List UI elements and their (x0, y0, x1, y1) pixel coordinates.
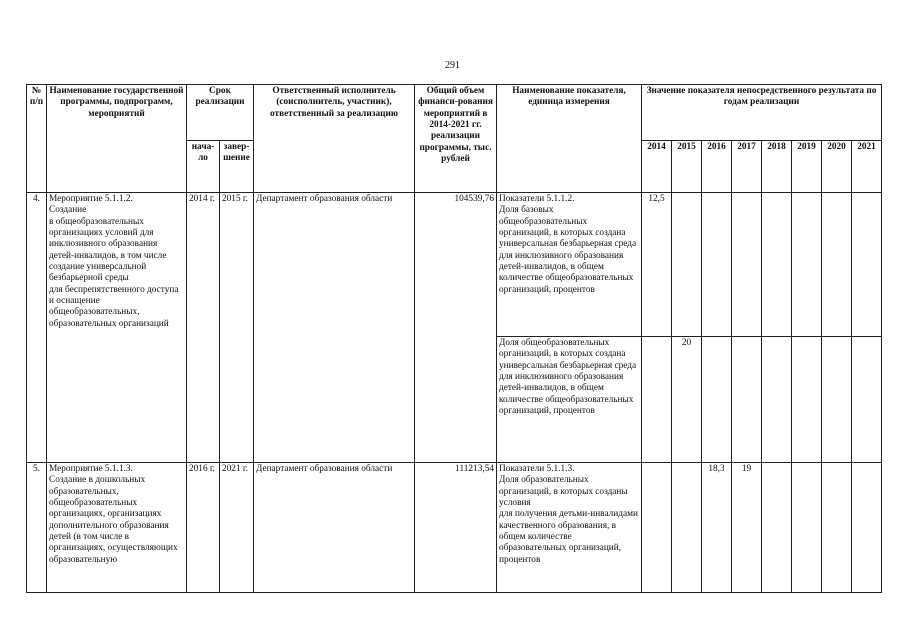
row-value-2018 (762, 463, 792, 593)
header-year-2014: 2014 (642, 141, 672, 193)
header-year-2020: 2020 (822, 141, 852, 193)
program-table (26, 84, 882, 593)
row-name: Мероприятие 5.1.1.3. Создание в дошкольных образовательных, общеобразовательных организациях, организациях дополнительного образования детей (в том числе в организациях, осуществляющих образовательную (47, 463, 187, 593)
header-year-2018: 2018 (762, 141, 792, 193)
row-value-2016: 18,3 (702, 463, 732, 593)
row-value-2014 (642, 463, 672, 593)
header-year-2016: 2016 (702, 141, 732, 193)
row-indicator: Показатели 5.1.1.2. Доля базовых общеобразовательных организаций, в которых создана универсальная безбарьерная среда для инклюзивного образования детей-инвалидов, в общем количестве общеобразовательных организаций, процентов (497, 193, 642, 337)
header-period: Срок реализации (187, 85, 254, 141)
header-total: Общий объем финанси-рования мероприятий в 2014-2021 гг. реализации программы, тыс. рублей (415, 85, 497, 193)
row-value-2014 (642, 337, 672, 463)
row-value-2018 (762, 337, 792, 463)
row-value-2019 (792, 337, 822, 463)
row-value-2021 (852, 337, 882, 463)
header-year-2019: 2019 (792, 141, 822, 193)
row-value-2014: 12,5 (642, 193, 672, 337)
header-indicator: Наименование показателя, единица измерения (497, 85, 642, 193)
header-year-2015: 2015 (672, 141, 702, 193)
header-name: Наименование государственной программы, подпрограмм, мероприятий (47, 85, 187, 193)
header-year-2021: 2021 (852, 141, 882, 193)
header-executor: Ответственный исполнитель (соисполнитель, участник), ответственный за реализацию (254, 85, 415, 193)
row-end: 2015 г. (220, 193, 254, 463)
header-year-2017: 2017 (732, 141, 762, 193)
row-indicator: Показатели 5.1.1.3. Доля образовательных организаций, в которых созданы условия для получения детьми-инвалидами качественного образования, в общем количестве образовательных организаций, процентов (497, 463, 642, 593)
row-value-2020 (822, 463, 852, 593)
table-row (27, 193, 882, 337)
row-value-2020 (822, 337, 852, 463)
row-start: 2014 г. (187, 193, 220, 463)
header-num: № п/п (27, 85, 47, 193)
row-value-2021 (852, 463, 882, 593)
row-value-2019 (792, 463, 822, 593)
row-value-2017 (732, 193, 762, 337)
page-number: 291 (445, 60, 460, 71)
row-total: 111213,54 (415, 463, 497, 593)
row-value-2017: 19 (732, 463, 762, 593)
header-start: нача-ло (187, 141, 220, 193)
row-value-2018 (762, 193, 792, 337)
header-values: Значение показателя непосредственного результата по годам реализации (642, 85, 882, 141)
row-value-2017 (732, 337, 762, 463)
row-num: 4. (27, 193, 47, 463)
row-executor: Департамент образования области (254, 463, 415, 593)
row-name: Мероприятие 5.1.1.2. Создание в общеобразовательных организациях условий для инклюзивного образования детей-инвалидов, в том числе создание универсальной безбарьерной среды для беспрепятственного доступа и оснащение общеобразовательных, образовательных организаций (47, 193, 187, 463)
row-value-2015: 20 (672, 337, 702, 463)
row-value-2015 (672, 193, 702, 337)
row-num: 5. (27, 463, 47, 593)
row-end: 2021 г. (220, 463, 254, 593)
row-value-2020 (822, 193, 852, 337)
row-total: 104539,76 (415, 193, 497, 463)
row-value-2021 (852, 193, 882, 337)
row-value-2016 (702, 337, 732, 463)
row-value-2019 (792, 193, 822, 337)
row-value-2016 (702, 193, 732, 337)
row-value-2015 (672, 463, 702, 593)
row-start: 2016 г. (187, 463, 220, 593)
table-row (27, 463, 882, 593)
row-indicator: Доля общеобразовательных организаций, в которых создана универсальная безбарьерная среда для инклюзивного образования детей-инвалидов, в общем количестве общеобразовательных организаций, процентов (497, 337, 642, 463)
header-end: завер-шение (220, 141, 254, 193)
row-executor: Департамент образования области (254, 193, 415, 463)
